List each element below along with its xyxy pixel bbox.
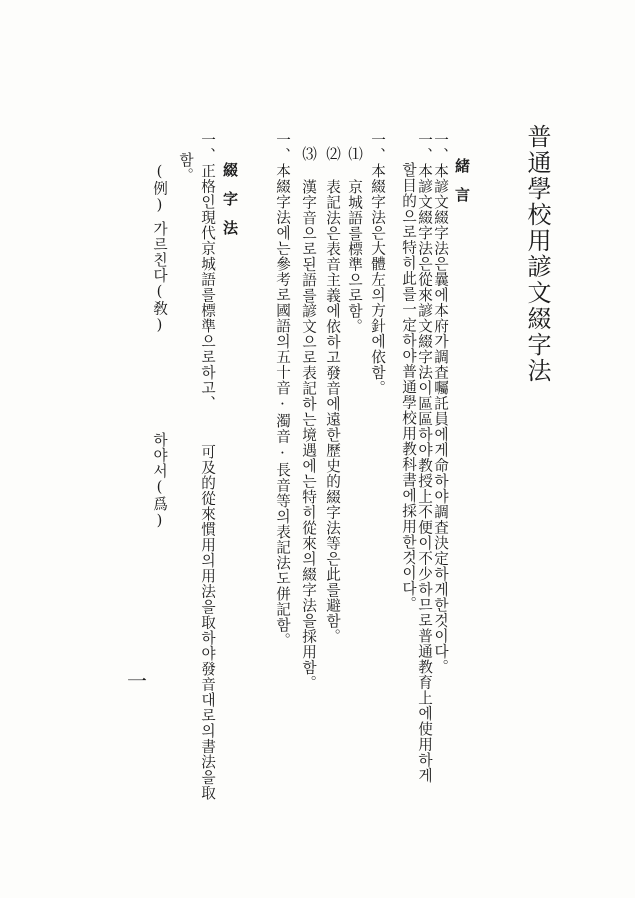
page-number: 一 — [127, 669, 147, 693]
rule-1-part-2: 可及的從來慣用의用法을取하야發音대로의書法을取 — [199, 444, 216, 801]
preface-item-2: 一、本諺文綴字法은從來諺文綴字法이區區하야教授上不便이不少하므로普通教育上에使用하게 — [416, 132, 433, 783]
example-word-1: 가르친다(敎) — [151, 221, 168, 335]
example-label: (例) — [151, 163, 168, 215]
preface-item-3: 一、本綴字法은大體左의方針에依함。 — [369, 132, 386, 396]
rule-1-continuation: 함。 — [177, 152, 194, 183]
preface-item-4: 一、本綴字法에는參考로國語의五十音·濁音·長音等의表記法도併記함。 — [274, 132, 291, 649]
preface-heading: 緒言 — [453, 158, 471, 216]
preface-subitem-3: ⑶ 漢字音으로된語를諺文으로表記하는境遇에는特히從來의綴字法을採用함。 — [300, 146, 317, 691]
preface-subitem-1: ⑴ 京城語를標準으로함。 — [346, 146, 363, 335]
document-title: 普通學校用諺文綴字法 — [523, 124, 551, 384]
preface-item-1: 一、本諺文綴字法은曩에本府가調査囑託員에게命하야調査決定하게한것이다。 — [432, 132, 449, 675]
rule-1-part-1: 一、正格인現代京城語를標準으로하고、 — [199, 132, 216, 411]
preface-item-2-cont: 할目的으로特히此를一定하야普通學校用教科書에採用한것이다。 — [400, 162, 417, 612]
preface-subitem-2: ⑵ 表記法은表音主義에依하고發音에遠한歷史的綴字法等은此를避함。 — [324, 146, 341, 645]
orthography-heading: 綴字法 — [221, 162, 239, 249]
example-word-2: 하야서(爲) — [151, 432, 168, 530]
